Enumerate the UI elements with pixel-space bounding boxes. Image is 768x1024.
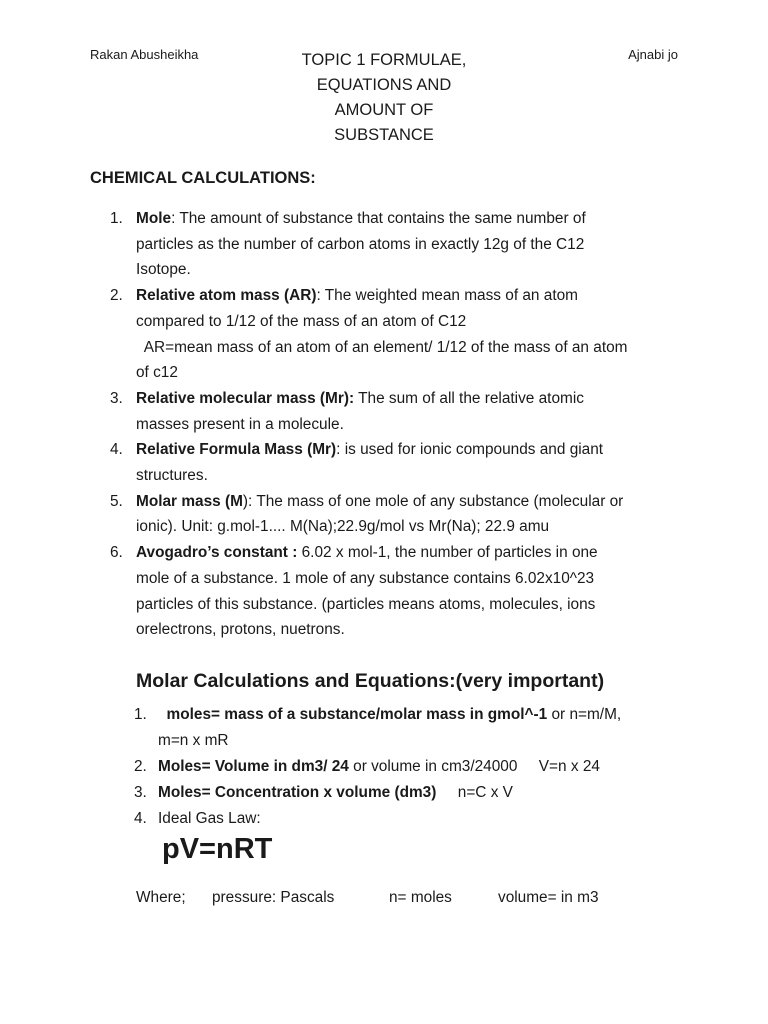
title-line-3: AMOUNT OF [334,101,434,119]
equation-text: n=C x V [436,783,513,801]
item-number: 1. [110,210,123,227]
definition-item [110,489,686,540]
definition-line: AR=mean mass of an atom of an element/ 1/12 of the mass of an atom [136,338,628,356]
definition-term: Relative molecular mass (Mr): [136,389,355,407]
equations-list [134,702,698,832]
definition-item [110,437,686,488]
equation-bold: Moles= Concentration x volume (dm3) [158,783,437,801]
source-name: Ajnabi jo [628,47,678,62]
definition-line: Isotope. [136,261,191,279]
definition-item [110,206,686,283]
definition-text: 6.02 x mol-1, the number of particles in one [297,544,598,562]
item-number: 3. [134,783,147,801]
definition-line: of c12 [136,364,178,382]
definition-line: particles as the number of carbon atoms in exactly 12g of the C12 [136,235,585,253]
equation-line [158,806,698,832]
item-number: 1. [134,706,147,723]
item-number: 6. [110,544,123,562]
definition-line [136,437,686,463]
equation-line [158,780,698,806]
definition-item [110,386,686,437]
definition-line: masses present in a molecule. [136,415,344,433]
ideal-gas-equation: pV=nRT [162,833,273,865]
equation-bold: moles= mass of a substance/molar mass in gmol^-1 [158,706,548,723]
definition-term: Relative Formula Mass (Mr) [136,441,337,459]
author-name: Rakan Abusheikha [90,47,199,62]
definition-line [136,283,686,309]
title-line-2: EQUATIONS AND [316,76,452,94]
definition-line [136,386,686,412]
item-number: 3. [110,389,123,407]
definition-line [136,489,686,515]
definition-line: mole of a substance. 1 mole of any substance contains 6.02x10^23 [136,569,595,587]
where-moles: n= moles [389,889,452,906]
molar-calculations-heading: Molar Calculations and Equations:(very important) [136,670,605,692]
equation-item [134,702,698,754]
equation-line [158,702,698,728]
definition-item [110,540,686,643]
equation-line: m=n x mR [158,731,229,749]
where-label: Where; [136,889,186,906]
definition-text: The sum of all the relative atomic [354,389,584,407]
item-number: 2. [110,287,123,305]
definitions-list [110,206,686,643]
equation-item [134,780,698,806]
definition-term: Mole [136,210,172,227]
equation-line [158,754,698,780]
definition-text: ): The mass of one mole of any substance (molecular or [242,492,624,510]
definition-line [136,540,686,566]
definition-line: orelectrons, protons, nuetrons. [136,621,345,639]
equation-bold: Moles= Volume in dm3/ 24 [158,757,349,775]
page-title [264,48,504,148]
where-volume: volume= in m3 [498,889,599,906]
equation-text: Ideal Gas Law: [158,809,261,827]
definition-line: structures. [136,467,208,485]
equation-text: or volume in cm3/24000 V=n x 24 [348,757,600,775]
definition-line [136,206,686,232]
equation-text: or n=m/M, [547,706,622,723]
definition-line: particles of this substance. (particles means atoms, molecules, ions [136,595,596,613]
title-line-1: TOPIC 1 FORMULAE, [301,51,467,69]
definition-term: Relative atom mass (AR) [136,287,317,305]
definition-text: : is used for ionic compounds and giant [336,441,604,459]
where-pressure: pressure: Pascals [212,889,335,906]
item-number: 4. [134,809,147,827]
definition-item [110,283,686,386]
chemical-calculations-heading: CHEMICAL CALCULATIONS: [90,169,316,187]
item-number: 5. [110,492,123,510]
definition-text: : The weighted mean mass of an atom [316,287,578,305]
definition-line: compared to 1/12 of the mass of an atom of C12 [136,312,467,330]
item-number: 2. [134,757,147,775]
definition-term: Avogadro’s constant : [136,544,298,562]
equation-item [134,806,698,832]
definition-term: Molar mass (M [136,492,243,510]
definition-line: ionic). Unit: g.mol-1.... M(Na);22.9g/mol vs Mr(Na); 22.9 amu [136,518,550,536]
definition-text: : The amount of substance that contains the same number of [171,210,586,227]
equation-item [134,754,698,780]
item-number: 4. [110,441,123,459]
title-line-4: SUBSTANCE [334,126,434,144]
